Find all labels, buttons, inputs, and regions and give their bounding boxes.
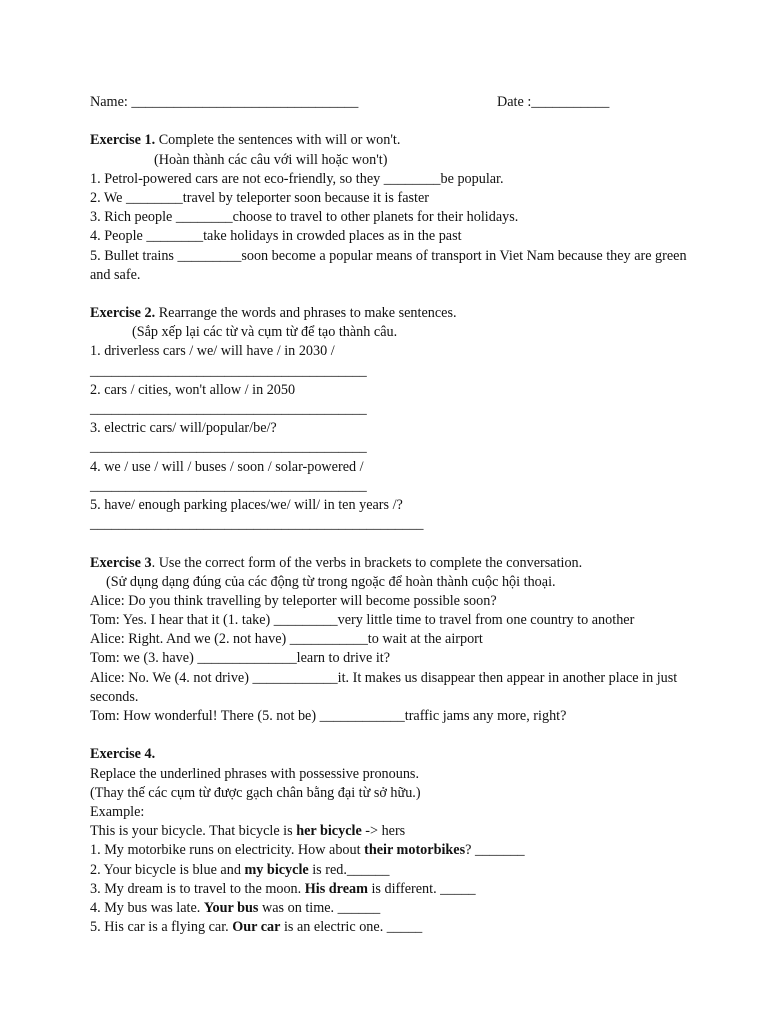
example-sentence: This is your bicycle. That bicycle is her bicycle -> hers — [90, 823, 406, 840]
exercise-3-title: Exercise 3 — [90, 554, 152, 571]
date-field[interactable]: Date :___________ — [497, 94, 610, 110]
exercise-2-item: 3. electric cars/ will/popular/be/? — [90, 420, 277, 437]
exercise-1-instruction: Complete the sentences with will or won't. — [155, 132, 401, 149]
exercise-2-answer-line[interactable]: _______________________________________________ — [90, 516, 424, 533]
underlined-phrase: their motorbikes — [364, 842, 466, 859]
exercise-2-answer-line[interactable]: _______________________________________ — [90, 362, 367, 379]
exercise-4-item: 5. His car is a flying car. Our car is an electric one. _____ — [90, 919, 423, 936]
exercise-4-heading — [90, 745, 690, 764]
exercise-4-item: 4. My bus was late. Your bus was on time. ______ — [90, 899, 381, 916]
exercise-4-title: Exercise 4. — [90, 746, 156, 763]
exercise-2-translation: (Sắp xếp lại các từ và cụm từ để tạo thành câu. — [132, 324, 398, 341]
exercise-4-item: 3. My dream is to travel to the moon. His dream is different. _____ — [90, 880, 476, 897]
dialogue-line: Alice: Right. And we (2. not have) ___________to wait at the airport — [90, 631, 483, 648]
exercise-2-title: Exercise 2. — [90, 305, 156, 322]
example-label: Example: — [90, 804, 145, 820]
dialogue-line: Alice: No. We (4. not drive) ____________it. It makes us disappear then appear in another place in just seconds. — [90, 669, 678, 705]
exercise-3-heading — [90, 554, 690, 573]
dialogue-line: Alice: Do you think travelling by teleporter will become possible soon? — [90, 592, 497, 609]
exercise-2-heading — [90, 304, 690, 323]
exercise-2-item: 2. cars / cities, won't allow / in 2050 — [90, 381, 296, 398]
exercise-4-item: 2. Your bicycle is blue and my bicycle is red.______ — [90, 861, 390, 878]
exercise-2-item: 5. have/ enough parking places/we/ will/ in ten years /? — [90, 496, 403, 513]
exercise-4-instruction: Replace the underlined phrases with possessive pronouns. — [90, 765, 420, 782]
exercise-1-item: 2. We ________travel by teleporter soon because it is faster — [90, 189, 429, 206]
exercise-1-item: 1. Petrol-powered cars are not eco-friendly, so they ________be popular. — [90, 170, 504, 187]
underlined-phrase: His dream — [304, 880, 368, 897]
exercise-2-instruction: Rearrange the words and phrases to make sentences. — [155, 305, 457, 322]
exercise-1-item: 4. People ________take holidays in crowded places as in the past — [90, 228, 462, 245]
underlined-phrase: Your bus — [203, 899, 259, 916]
dialogue-line: Tom: How wonderful! There (5. not be) ____________traffic jams any more, right? — [90, 708, 567, 725]
dialogue-line: Tom: Yes. I hear that it (1. take) _________very little time to travel from one country to another — [90, 612, 635, 629]
exercise-2-item: 1. driverless cars / we/ will have / in 2030 / — [90, 343, 335, 360]
exercise-4-item: 1. My motorbike runs on electricity. How about their motorbikes? _______ — [90, 842, 525, 859]
exercise-1-item: 3. Rich people ________choose to travel to other planets for their holidays. — [90, 209, 519, 226]
exercise-3-instruction: . Use the correct form of the verbs in brackets to complete the conversation. — [151, 554, 583, 571]
exercise-3-translation: (Sử dụng dạng đúng của các động từ trong ngoặc để hoàn thành cuộc hội thoại. — [106, 573, 556, 590]
underlined-phrase: my bicycle — [244, 861, 309, 878]
underlined-phrase: Our car — [232, 919, 281, 936]
exercise-4-translation: (Thay thế các cụm từ được gạch chân bằng đại từ sở hữu.) — [90, 784, 421, 801]
exercise-2-answer-line[interactable]: _______________________________________ — [90, 439, 367, 456]
dialogue-line: Tom: we (3. have) ______________learn to drive it? — [90, 650, 391, 667]
name-field[interactable]: Name: ________________________________ — [90, 94, 359, 110]
exercise-1-title: Exercise 1. — [90, 132, 156, 149]
underlined-phrase: her bicycle — [296, 823, 362, 840]
header-row — [90, 93, 690, 112]
exercise-1-heading — [90, 131, 690, 150]
worksheet — [90, 93, 690, 937]
exercise-2-item: 4. we / use / will / buses / soon / solar-powered / — [90, 458, 364, 475]
exercise-1-item: 5. Bullet trains _________soon become a popular means of transport in Viet Nam because they are green and safe. — [90, 247, 687, 283]
exercise-2-answer-line[interactable]: _______________________________________ — [90, 477, 367, 494]
exercise-1-translation: (Hoàn thành các câu với will hoặc won't) — [154, 151, 388, 168]
exercise-2-answer-line[interactable]: _______________________________________ — [90, 401, 367, 418]
